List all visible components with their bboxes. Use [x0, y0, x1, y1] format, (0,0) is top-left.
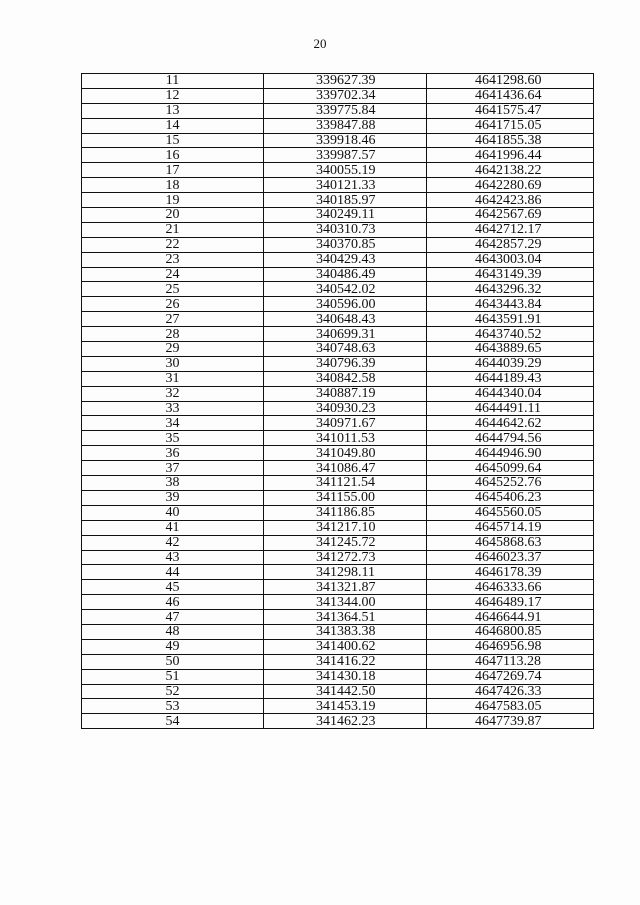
- y-coordinate-cell: 4643740.52: [427, 327, 594, 342]
- y-coordinate-cell: 4645099.64: [427, 461, 594, 476]
- y-coordinate-cell: 4643149.39: [427, 267, 594, 282]
- x-coordinate-cell: 341086.47: [264, 461, 427, 476]
- table-row: [82, 282, 594, 297]
- point-number-cell: 25: [82, 282, 264, 297]
- point-number-cell: 31: [82, 371, 264, 386]
- table-row: [82, 416, 594, 431]
- table-row: [82, 103, 594, 118]
- point-number-cell: 46: [82, 595, 264, 610]
- point-number-cell: 39: [82, 490, 264, 505]
- x-coordinate-cell: 341321.87: [264, 580, 427, 595]
- table-row: [82, 699, 594, 714]
- table-row: [82, 297, 594, 312]
- table-row: [82, 342, 594, 357]
- table-row: [82, 714, 594, 729]
- y-coordinate-cell: 4641298.60: [427, 74, 594, 89]
- table-row: [82, 252, 594, 267]
- x-coordinate-cell: 339918.46: [264, 133, 427, 148]
- x-coordinate-cell: 340842.58: [264, 371, 427, 386]
- y-coordinate-cell: 4644794.56: [427, 431, 594, 446]
- x-coordinate-cell: 341430.18: [264, 669, 427, 684]
- x-coordinate-cell: 340370.85: [264, 237, 427, 252]
- y-coordinate-cell: 4646023.37: [427, 550, 594, 565]
- y-coordinate-cell: 4644642.62: [427, 416, 594, 431]
- table-row: [82, 401, 594, 416]
- table-row: [82, 550, 594, 565]
- point-number-cell: 15: [82, 133, 264, 148]
- point-number-cell: 22: [82, 237, 264, 252]
- point-number-cell: 32: [82, 386, 264, 401]
- y-coordinate-cell: 4643443.84: [427, 297, 594, 312]
- y-coordinate-cell: 4647426.33: [427, 684, 594, 699]
- x-coordinate-cell: 340055.19: [264, 163, 427, 178]
- y-coordinate-cell: 4647583.05: [427, 699, 594, 714]
- table-row: [82, 610, 594, 625]
- y-coordinate-cell: 4641436.64: [427, 88, 594, 103]
- table-row: [82, 267, 594, 282]
- table-row: [82, 356, 594, 371]
- point-number-cell: 45: [82, 580, 264, 595]
- point-number-cell: 17: [82, 163, 264, 178]
- table-row: [82, 163, 594, 178]
- y-coordinate-cell: 4643889.65: [427, 342, 594, 357]
- table-row: [82, 431, 594, 446]
- y-coordinate-cell: 4645406.23: [427, 490, 594, 505]
- y-coordinate-cell: 4644189.43: [427, 371, 594, 386]
- point-number-cell: 13: [82, 103, 264, 118]
- y-coordinate-cell: 4643003.04: [427, 252, 594, 267]
- y-coordinate-cell: 4642423.86: [427, 193, 594, 208]
- table-row: [82, 505, 594, 520]
- table-row: [82, 461, 594, 476]
- x-coordinate-cell: 341442.50: [264, 684, 427, 699]
- x-coordinate-cell: 341186.85: [264, 505, 427, 520]
- x-coordinate-cell: 341344.00: [264, 595, 427, 610]
- point-number-cell: 11: [82, 74, 264, 89]
- point-number-cell: 14: [82, 118, 264, 133]
- table-row: [82, 237, 594, 252]
- point-number-cell: 36: [82, 446, 264, 461]
- x-coordinate-cell: 340121.33: [264, 178, 427, 193]
- point-number-cell: 27: [82, 312, 264, 327]
- x-coordinate-cell: 341364.51: [264, 610, 427, 625]
- point-number-cell: 47: [82, 610, 264, 625]
- y-coordinate-cell: 4646178.39: [427, 565, 594, 580]
- y-coordinate-cell: 4645868.63: [427, 535, 594, 550]
- y-coordinate-cell: 4641715.05: [427, 118, 594, 133]
- table-row: [82, 222, 594, 237]
- x-coordinate-cell: 341298.11: [264, 565, 427, 580]
- x-coordinate-cell: 341453.19: [264, 699, 427, 714]
- y-coordinate-cell: 4647739.87: [427, 714, 594, 729]
- point-number-cell: 38: [82, 476, 264, 491]
- x-coordinate-cell: 341155.00: [264, 490, 427, 505]
- table-row: [82, 446, 594, 461]
- y-coordinate-cell: 4642567.69: [427, 208, 594, 223]
- y-coordinate-cell: 4645252.76: [427, 476, 594, 491]
- x-coordinate-cell: 340748.63: [264, 342, 427, 357]
- y-coordinate-cell: 4641575.47: [427, 103, 594, 118]
- y-coordinate-cell: 4641996.44: [427, 148, 594, 163]
- x-coordinate-cell: 339987.57: [264, 148, 427, 163]
- table-row: [82, 520, 594, 535]
- x-coordinate-cell: 341416.22: [264, 654, 427, 669]
- y-coordinate-cell: 4646800.85: [427, 624, 594, 639]
- y-coordinate-cell: 4643296.32: [427, 282, 594, 297]
- table-row: [82, 133, 594, 148]
- x-coordinate-cell: 341245.72: [264, 535, 427, 550]
- y-coordinate-cell: 4646489.17: [427, 595, 594, 610]
- point-number-cell: 30: [82, 356, 264, 371]
- table-row: [82, 565, 594, 580]
- x-coordinate-cell: 340648.43: [264, 312, 427, 327]
- table-row: [82, 178, 594, 193]
- y-coordinate-cell: 4642138.22: [427, 163, 594, 178]
- point-number-cell: 19: [82, 193, 264, 208]
- point-number-cell: 49: [82, 639, 264, 654]
- point-number-cell: 12: [82, 88, 264, 103]
- point-number-cell: 29: [82, 342, 264, 357]
- point-number-cell: 18: [82, 178, 264, 193]
- point-number-cell: 50: [82, 654, 264, 669]
- x-coordinate-cell: 340486.49: [264, 267, 427, 282]
- x-coordinate-cell: 339775.84: [264, 103, 427, 118]
- x-coordinate-cell: 341121.54: [264, 476, 427, 491]
- y-coordinate-cell: 4644946.90: [427, 446, 594, 461]
- table-row: [82, 535, 594, 550]
- y-coordinate-cell: 4644491.11: [427, 401, 594, 416]
- point-number-cell: 24: [82, 267, 264, 282]
- point-number-cell: 48: [82, 624, 264, 639]
- x-coordinate-cell: 340429.43: [264, 252, 427, 267]
- y-coordinate-cell: 4647269.74: [427, 669, 594, 684]
- table-row: [82, 669, 594, 684]
- y-coordinate-cell: 4646644.91: [427, 610, 594, 625]
- point-number-cell: 37: [82, 461, 264, 476]
- x-coordinate-cell: 341400.62: [264, 639, 427, 654]
- point-number-cell: 52: [82, 684, 264, 699]
- point-number-cell: 53: [82, 699, 264, 714]
- point-number-cell: 28: [82, 327, 264, 342]
- x-coordinate-cell: 339702.34: [264, 88, 427, 103]
- x-coordinate-cell: 340310.73: [264, 222, 427, 237]
- table-row: [82, 595, 594, 610]
- y-coordinate-cell: 4645714.19: [427, 520, 594, 535]
- coordinates-table-body: [82, 74, 594, 729]
- y-coordinate-cell: 4642857.29: [427, 237, 594, 252]
- point-number-cell: 16: [82, 148, 264, 163]
- x-coordinate-cell: 341049.80: [264, 446, 427, 461]
- table-row: [82, 118, 594, 133]
- table-row: [82, 654, 594, 669]
- coordinates-table: [81, 73, 594, 729]
- table-row: [82, 639, 594, 654]
- point-number-cell: 42: [82, 535, 264, 550]
- x-coordinate-cell: 341011.53: [264, 431, 427, 446]
- page-number: 20: [313, 36, 327, 51]
- y-coordinate-cell: 4643591.91: [427, 312, 594, 327]
- x-coordinate-cell: 340796.39: [264, 356, 427, 371]
- table-row: [82, 88, 594, 103]
- x-coordinate-cell: 340699.31: [264, 327, 427, 342]
- point-number-cell: 26: [82, 297, 264, 312]
- table-row: [82, 386, 594, 401]
- table-row: [82, 490, 594, 505]
- y-coordinate-cell: 4642712.17: [427, 222, 594, 237]
- point-number-cell: 44: [82, 565, 264, 580]
- point-number-cell: 41: [82, 520, 264, 535]
- point-number-cell: 40: [82, 505, 264, 520]
- y-coordinate-cell: 4644039.29: [427, 356, 594, 371]
- table-row: [82, 624, 594, 639]
- x-coordinate-cell: 340971.67: [264, 416, 427, 431]
- table-row: [82, 580, 594, 595]
- y-coordinate-cell: 4641855.38: [427, 133, 594, 148]
- point-number-cell: 54: [82, 714, 264, 729]
- table-row: [82, 193, 594, 208]
- y-coordinate-cell: 4646333.66: [427, 580, 594, 595]
- x-coordinate-cell: 340542.02: [264, 282, 427, 297]
- table-row: [82, 208, 594, 223]
- x-coordinate-cell: 340249.11: [264, 208, 427, 223]
- x-coordinate-cell: 340930.23: [264, 401, 427, 416]
- x-coordinate-cell: 339847.88: [264, 118, 427, 133]
- x-coordinate-cell: 341383.38: [264, 624, 427, 639]
- table-row: [82, 327, 594, 342]
- table-row: [82, 148, 594, 163]
- y-coordinate-cell: 4644340.04: [427, 386, 594, 401]
- table-row: [82, 371, 594, 386]
- y-coordinate-cell: 4642280.69: [427, 178, 594, 193]
- table-row: [82, 684, 594, 699]
- y-coordinate-cell: 4645560.05: [427, 505, 594, 520]
- x-coordinate-cell: 341462.23: [264, 714, 427, 729]
- y-coordinate-cell: 4646956.98: [427, 639, 594, 654]
- x-coordinate-cell: 340185.97: [264, 193, 427, 208]
- point-number-cell: 34: [82, 416, 264, 431]
- point-number-cell: 43: [82, 550, 264, 565]
- table-row: [82, 74, 594, 89]
- point-number-cell: 35: [82, 431, 264, 446]
- x-coordinate-cell: 340596.00: [264, 297, 427, 312]
- x-coordinate-cell: 340887.19: [264, 386, 427, 401]
- x-coordinate-cell: 341272.73: [264, 550, 427, 565]
- point-number-cell: 20: [82, 208, 264, 223]
- point-number-cell: 23: [82, 252, 264, 267]
- x-coordinate-cell: 341217.10: [264, 520, 427, 535]
- y-coordinate-cell: 4647113.28: [427, 654, 594, 669]
- table-row: [82, 312, 594, 327]
- x-coordinate-cell: 339627.39: [264, 74, 427, 89]
- point-number-cell: 51: [82, 669, 264, 684]
- point-number-cell: 21: [82, 222, 264, 237]
- point-number-cell: 33: [82, 401, 264, 416]
- table-row: [82, 476, 594, 491]
